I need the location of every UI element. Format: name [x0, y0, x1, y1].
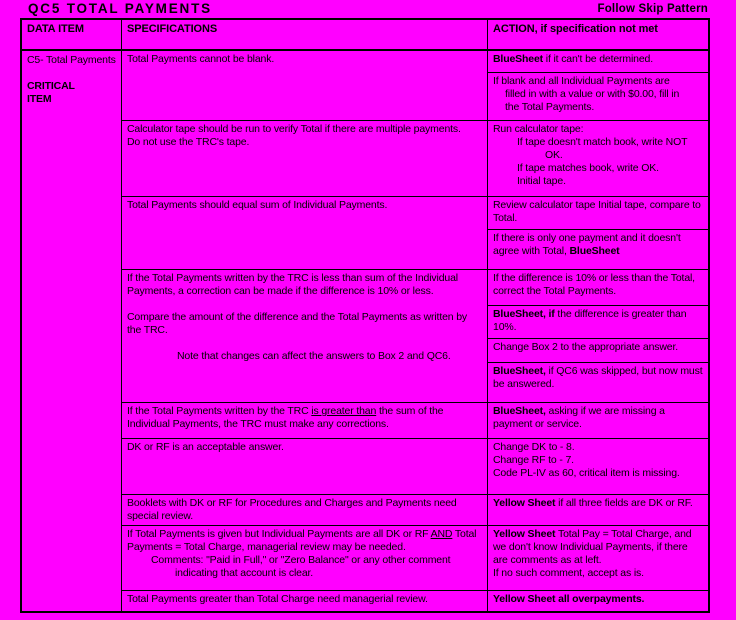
- table-row: [122, 402, 708, 438]
- table-row: [122, 494, 708, 525]
- action-cell: Review calculator tape Initial tape, compare to Total.: [493, 199, 701, 224]
- action-cells: [488, 591, 708, 611]
- action-cells: [488, 495, 708, 525]
- action-cell: If there is only one payment and it doesn't agree with Total, BlueSheet: [488, 229, 708, 269]
- table-row: [122, 196, 708, 269]
- action-cell: Yellow Sheet all overpayments.: [493, 593, 645, 605]
- spec-action-rows: [122, 51, 708, 611]
- action-cells: [488, 121, 708, 196]
- action-cell: Run calculator tape: If tape doesn't match book, write NOT OK. If tape matches book, write OK. Initial tape.: [493, 123, 688, 187]
- action-cell: If the difference is 10% or less than the Total, correct the Total Payments.: [493, 272, 695, 297]
- action-cell: If blank and all Individual Payments are filled in with a value or with $0.00, fill in the Total Payments.: [488, 72, 708, 120]
- action-cells: [488, 197, 708, 269]
- table-body: [22, 51, 708, 611]
- page-title: QC5 TOTAL PAYMENTS: [28, 1, 212, 16]
- table-row: [122, 51, 708, 120]
- table-row: [122, 269, 708, 402]
- spec-cell: DK or RF is an acceptable answer.: [122, 439, 488, 494]
- spec-cell: Total Payments greater than Total Charge need managerial review.: [122, 591, 488, 611]
- action-cells: [488, 403, 708, 438]
- table-row: [122, 590, 708, 611]
- table-row: [122, 120, 708, 196]
- action-cell: BlueSheet, asking if we are missing a payment or service.: [493, 405, 665, 430]
- action-cell: Yellow Sheet Total Pay = Total Charge, and we don't know Individual Payments, if there are comments as at left. If no such comment, accept as is.: [493, 528, 692, 579]
- spec-cell: If the Total Payments written by the TRC is less than sum of the Individual Payments, a correction can be made if the difference is 10% or less. Compare the amount of the difference and the Total Payments as written by the TRC. Note that changes can affect the answers to Box 2 and QC6.: [122, 270, 488, 402]
- spec-cell: Calculator tape should be run to verify Total if there are multiple payments. Do not use the TRC's tape.: [122, 121, 488, 196]
- header-action: ACTION, if specification not met: [493, 23, 658, 35]
- spec-cell: Total Payments should equal sum of Individual Payments.: [122, 197, 488, 269]
- action-cell: BlueSheet if it can't be determined.: [493, 53, 654, 65]
- action-cell: BlueSheet, if QC6 was skipped, but now must be answered.: [488, 362, 708, 402]
- table-row: [122, 438, 708, 494]
- title-row: [28, 1, 708, 16]
- action-cells: [488, 270, 708, 402]
- table-row: [122, 525, 708, 590]
- data-item-cell: C5- Total Payments CRITICAL ITEM: [22, 51, 122, 611]
- action-cells: [488, 439, 708, 494]
- spec-cell: Total Payments cannot be blank.: [122, 51, 488, 120]
- header-specifications: SPECIFICATIONS: [122, 20, 488, 49]
- table-header-row: [22, 20, 708, 51]
- action-cell: Change Box 2 to the appropriate answer.: [488, 338, 708, 362]
- spec-cell: If the Total Payments written by the TRC is greater than the sum of the Individual Payments, the TRC must make any corrections.: [122, 403, 488, 438]
- action-cells: [488, 51, 708, 120]
- action-cell: Yellow Sheet if all three fields are DK or RF.: [493, 497, 693, 509]
- action-cell: Change DK to - 8. Change RF to - 7. Code PL-IV as 60, critical item is missing.: [493, 441, 680, 479]
- follow-skip-pattern-label: Follow Skip Pattern: [597, 3, 708, 15]
- spec-cell: Booklets with DK or RF for Procedures and Charges and Payments need special review.: [122, 495, 488, 525]
- header-data-item: DATA ITEM: [22, 20, 122, 49]
- qc5-table: [20, 18, 710, 613]
- action-cell: BlueSheet, if the difference is greater than 10%.: [488, 305, 708, 338]
- action-cells: [488, 526, 708, 590]
- spec-cell: If Total Payments is given but Individual Payments are all DK or RF AND Total Payments = Total Charge, managerial review may be needed. Comments: "Paid in Full," or "Zero Balance" or any other comment indicating that account is clear.: [122, 526, 488, 590]
